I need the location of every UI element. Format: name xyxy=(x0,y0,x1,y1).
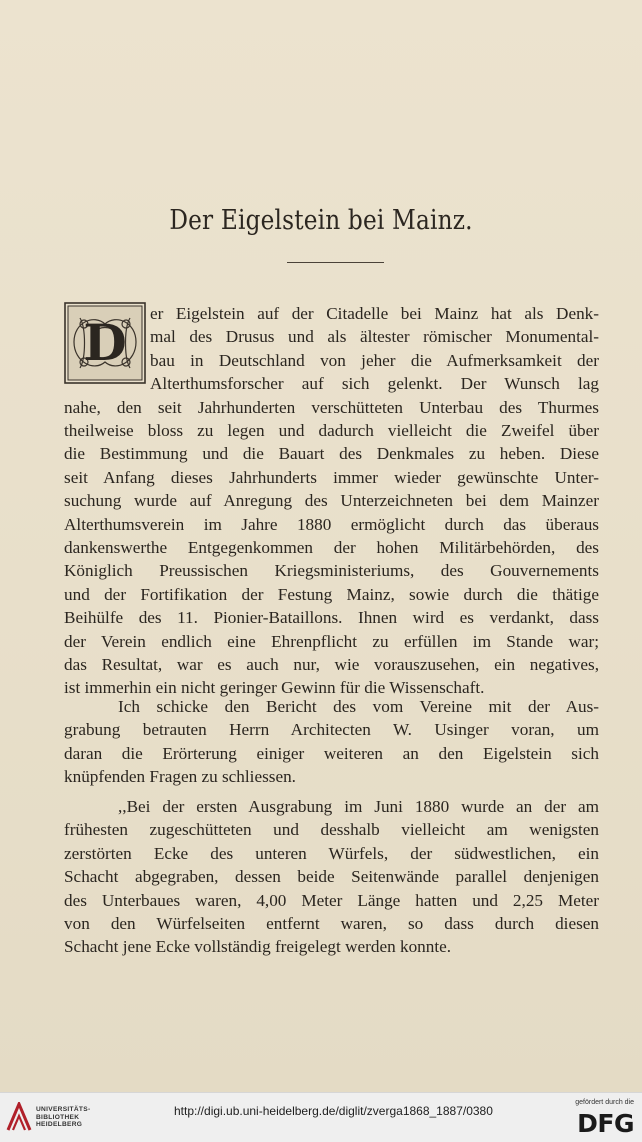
text-line: Alterthumsforscher auf sich gelenkt. Der Wunsch lag xyxy=(150,374,599,394)
text-line: der Verein endlich eine Ehrenpflicht zu erfüllen im Stande war; xyxy=(64,631,599,651)
text-line: Schacht jene Ecke vollständig freigelegt werden konnte. xyxy=(64,937,452,957)
text-line: das Resultat, war es auch nur, wie vorauszusehen, ein negatives, xyxy=(64,655,599,674)
text-line: er Eigelstein auf der Citadelle bei Mainz hat als Denk- xyxy=(150,304,599,323)
page-title: Der Eigelstein bei Mainz. xyxy=(169,205,473,236)
text-line: Königlich Preussischen Kriegsministeriums, des Gouvernements xyxy=(64,561,599,581)
source-url-link[interactable]: http://digi.ub.uni-heidelberg.de/diglit/zverga1868_1887/0380 xyxy=(174,1104,493,1118)
text-line: die Bestimmung und die Bauart des Denkmales zu heben. Diese xyxy=(64,444,599,464)
text-line: zerstörten Ecke des unteren Würfels, der südwestlichen, ein xyxy=(64,843,599,863)
university-library-logo-icon xyxy=(6,1102,32,1132)
text-line: des Unterbaues waren, 4,00 Meter Länge hatten und 2,25 Meter xyxy=(64,890,599,910)
text-line: von den Würfelseiten entfernt waren, so dass durch diesen xyxy=(64,914,599,933)
drop-cap-ornament xyxy=(64,302,146,384)
library-name: UNIVERSITÄTS- BIBLIOTHEK HEIDELBERG xyxy=(36,1106,91,1129)
drop-cap-letter: D xyxy=(83,313,127,372)
text-line: suchung wurde auf Anregung des Unterzeichneten bei dem Mainzer xyxy=(64,491,599,511)
text-line: grabung betrauten Herrn Architecten W. Usinger voran, um xyxy=(64,720,599,740)
text-line: Schacht abgegraben, dessen beide Seitenwände parallel denjenigen xyxy=(64,867,599,887)
title-rule xyxy=(287,262,384,263)
text-line: theilweise bloss zu legen und dadurch vielleicht die Zweifel über xyxy=(64,421,599,440)
text-line: mal des Drusus und als ältester römischer Monumental- xyxy=(150,327,599,347)
text-line: Alterthumsverein im Jahre 1880 ermöglicht durch das überaus xyxy=(64,514,599,534)
dfg-logo: DFG xyxy=(577,1109,634,1138)
text-line: Ich schicke den Bericht des vom Vereine mit der Aus- xyxy=(118,697,599,716)
text-line: knüpfenden Fragen zu schliessen. xyxy=(64,767,296,787)
text-line: nahe, den seit Jahrhunderten verschütteten Unterbau des Thurmes xyxy=(64,397,599,417)
text-line: bau in Deutschland von jeher die Aufmerksamkeit der xyxy=(150,350,599,370)
text-line: daran die Erörterung einiger weiteren an den Eigelstein sich xyxy=(64,743,599,763)
text-line: ist immerhin ein nicht geringer Gewinn für die Wissenschaft. xyxy=(64,678,485,698)
text-line: ,,Bei der ersten Ausgrabung im Juni 1880 wurde an der am xyxy=(118,797,599,816)
text-line: seit Anfang dieses Jahrhunderts immer wieder gewünschte Unter- xyxy=(64,467,599,487)
text-line: dankenswerthe Entgegenkommen der hohen Militärbehörden, des xyxy=(64,538,599,557)
funding-note: gefördert durch die xyxy=(575,1099,634,1106)
text-line: frühesten zugeschütteten und desshalb vielleicht am wenigsten xyxy=(64,820,599,840)
text-line: und der Fortifikation der Festung Mainz, sowie durch die thätige xyxy=(64,584,599,604)
text-line: Beihülfe des 11. Pionier-Bataillons. Ihnen wird es verdankt, dass xyxy=(64,608,599,628)
